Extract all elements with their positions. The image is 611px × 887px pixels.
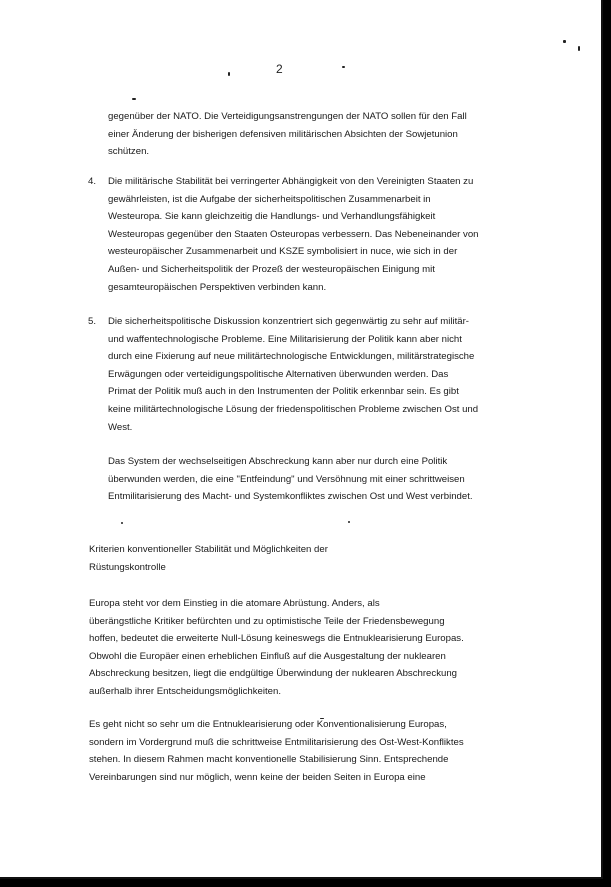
text-line: Die militärische Stabilität bei verringerter Abhängigkeit von den Vereinigten Staaten zu — [108, 176, 474, 187]
item-number: 4. — [88, 176, 97, 187]
text-line: durch eine Fixierung auf neue militärtechnologische Entwicklungen, militärstrategische — [108, 351, 475, 363]
text-line: Vereinbarungen sind nur möglich, wenn keine der beiden Seiten in Europa eine — [89, 771, 426, 783]
text-line: Außen- und Sicherheitspolitik der Prozeß der westeuropäischen Einigung mit — [108, 263, 435, 275]
text-line: Westeuropa. Sie kann gleichzeitig die Handlungs- und Verhandlungsfähigkeit — [108, 211, 436, 223]
heading-line: Kriterien konventioneller Stabilität und Möglichkeiten der — [89, 544, 328, 555]
text-line: Es geht nicht so sehr um die Entnuklearisierung oder Konventionalisierung Europas, — [89, 719, 447, 730]
scan-speck — [342, 66, 345, 68]
text-line: Abschreckung besitzen, liegt die endgültige Überwindung der nuklearen Abschreckung — [89, 668, 457, 680]
intro-paragraph — [108, 108, 467, 161]
text-line: Europa steht vor dem Einstieg in die atomare Abrüstung. Anders, als — [89, 598, 380, 609]
scan-speck — [563, 40, 566, 43]
text-line: überängstliche Kritiker befürchten und zu optimistische Teile der Friedensbewegung — [89, 615, 445, 627]
heading-line: Rüstungskontrolle — [89, 561, 166, 573]
text-line: überwunden werden, die eine "Entfeindung" und Versöhnung mit einer schrittweisen — [108, 473, 465, 485]
text-line: hoffen, bedeutet die erweiterte Null-Lösung keineswegs die Entnuklearisierung Europas. — [89, 633, 464, 645]
page-number: 2 — [276, 62, 283, 76]
text-line: Entmilitarisierung des Macht- und Systemkonfliktes zwischen Ost und West verbindet. — [108, 491, 473, 503]
text-line: Erwägungen oder verteidigungspolitische Alternativen überwunden werden. Das — [108, 368, 449, 380]
text-line: und waffentechnologische Probleme. Eine Militarisierung der Politik kann aber nicht — [108, 333, 462, 345]
text-line: gesamteuropäischen Perspektiven verbinden kann. — [108, 281, 327, 293]
scan-speck — [578, 46, 580, 51]
text-line: Das System der wechselseitigen Abschreckung kann aber nur durch eine Politik — [108, 456, 448, 467]
text-line: gegenüber der NATO. Die Verteidigungsanstrengungen der NATO sollen für den Fall — [108, 111, 467, 122]
text-line: West. — [108, 421, 133, 433]
text-line: Primat der Politik muß auch in den Instrumenten der Politik erkennbar sein. Es gibt — [108, 386, 459, 398]
text-line: Westeuropas gegenüber den Staaten Osteuropas verbessern. Das Nebeneinander von — [108, 228, 479, 240]
text-line: westeuropäischer Zusammenarbeit und KSZE symbolisiert in nuce, wie sich in der — [108, 246, 458, 258]
section-heading — [89, 541, 328, 576]
text-line: Obwohl die Europäer einen erheblichen Einfluß auf die Ausgestaltung der nuklearen — [89, 650, 446, 662]
text-line: gewährleisten, ist die Aufgabe der sicherheitspolitischen Zusammenarbeit in — [108, 193, 431, 205]
scan-speck — [132, 98, 136, 100]
text-line: stehen. In diesem Rahmen macht konventionelle Stabilisierung Sinn. Entsprechende — [89, 754, 449, 766]
text-line: einer Änderung der bisherigen defensiven militärischen Absichten der Sowjetunion — [108, 128, 458, 140]
scan-speck — [348, 521, 350, 523]
final-paragraph — [89, 716, 464, 786]
scan-speck — [121, 522, 123, 524]
text-line: außerhalb ihrer Entscheidungsmöglichkeiten. — [89, 685, 281, 697]
text-line: sondern im Vordergrund muß die schrittweise Entmilitarisierung des Ost-West-Konfliktes — [89, 736, 464, 748]
item-number: 5. — [88, 316, 97, 327]
item-5-paragraph — [108, 313, 478, 436]
item-4-paragraph — [108, 173, 479, 296]
text-line: keine militärtechnologische Lösung der friedenspolitischen Probleme zwischen Ost und — [108, 403, 479, 415]
text-line: schützen. — [108, 146, 150, 158]
item-5-subparagraph — [108, 453, 473, 506]
text-line: Die sicherheitspolitische Diskussion konzentriert sich gegenwärtig zu sehr auf militär- — [108, 316, 469, 327]
scan-speck — [228, 72, 230, 76]
europa-paragraph — [89, 595, 464, 701]
